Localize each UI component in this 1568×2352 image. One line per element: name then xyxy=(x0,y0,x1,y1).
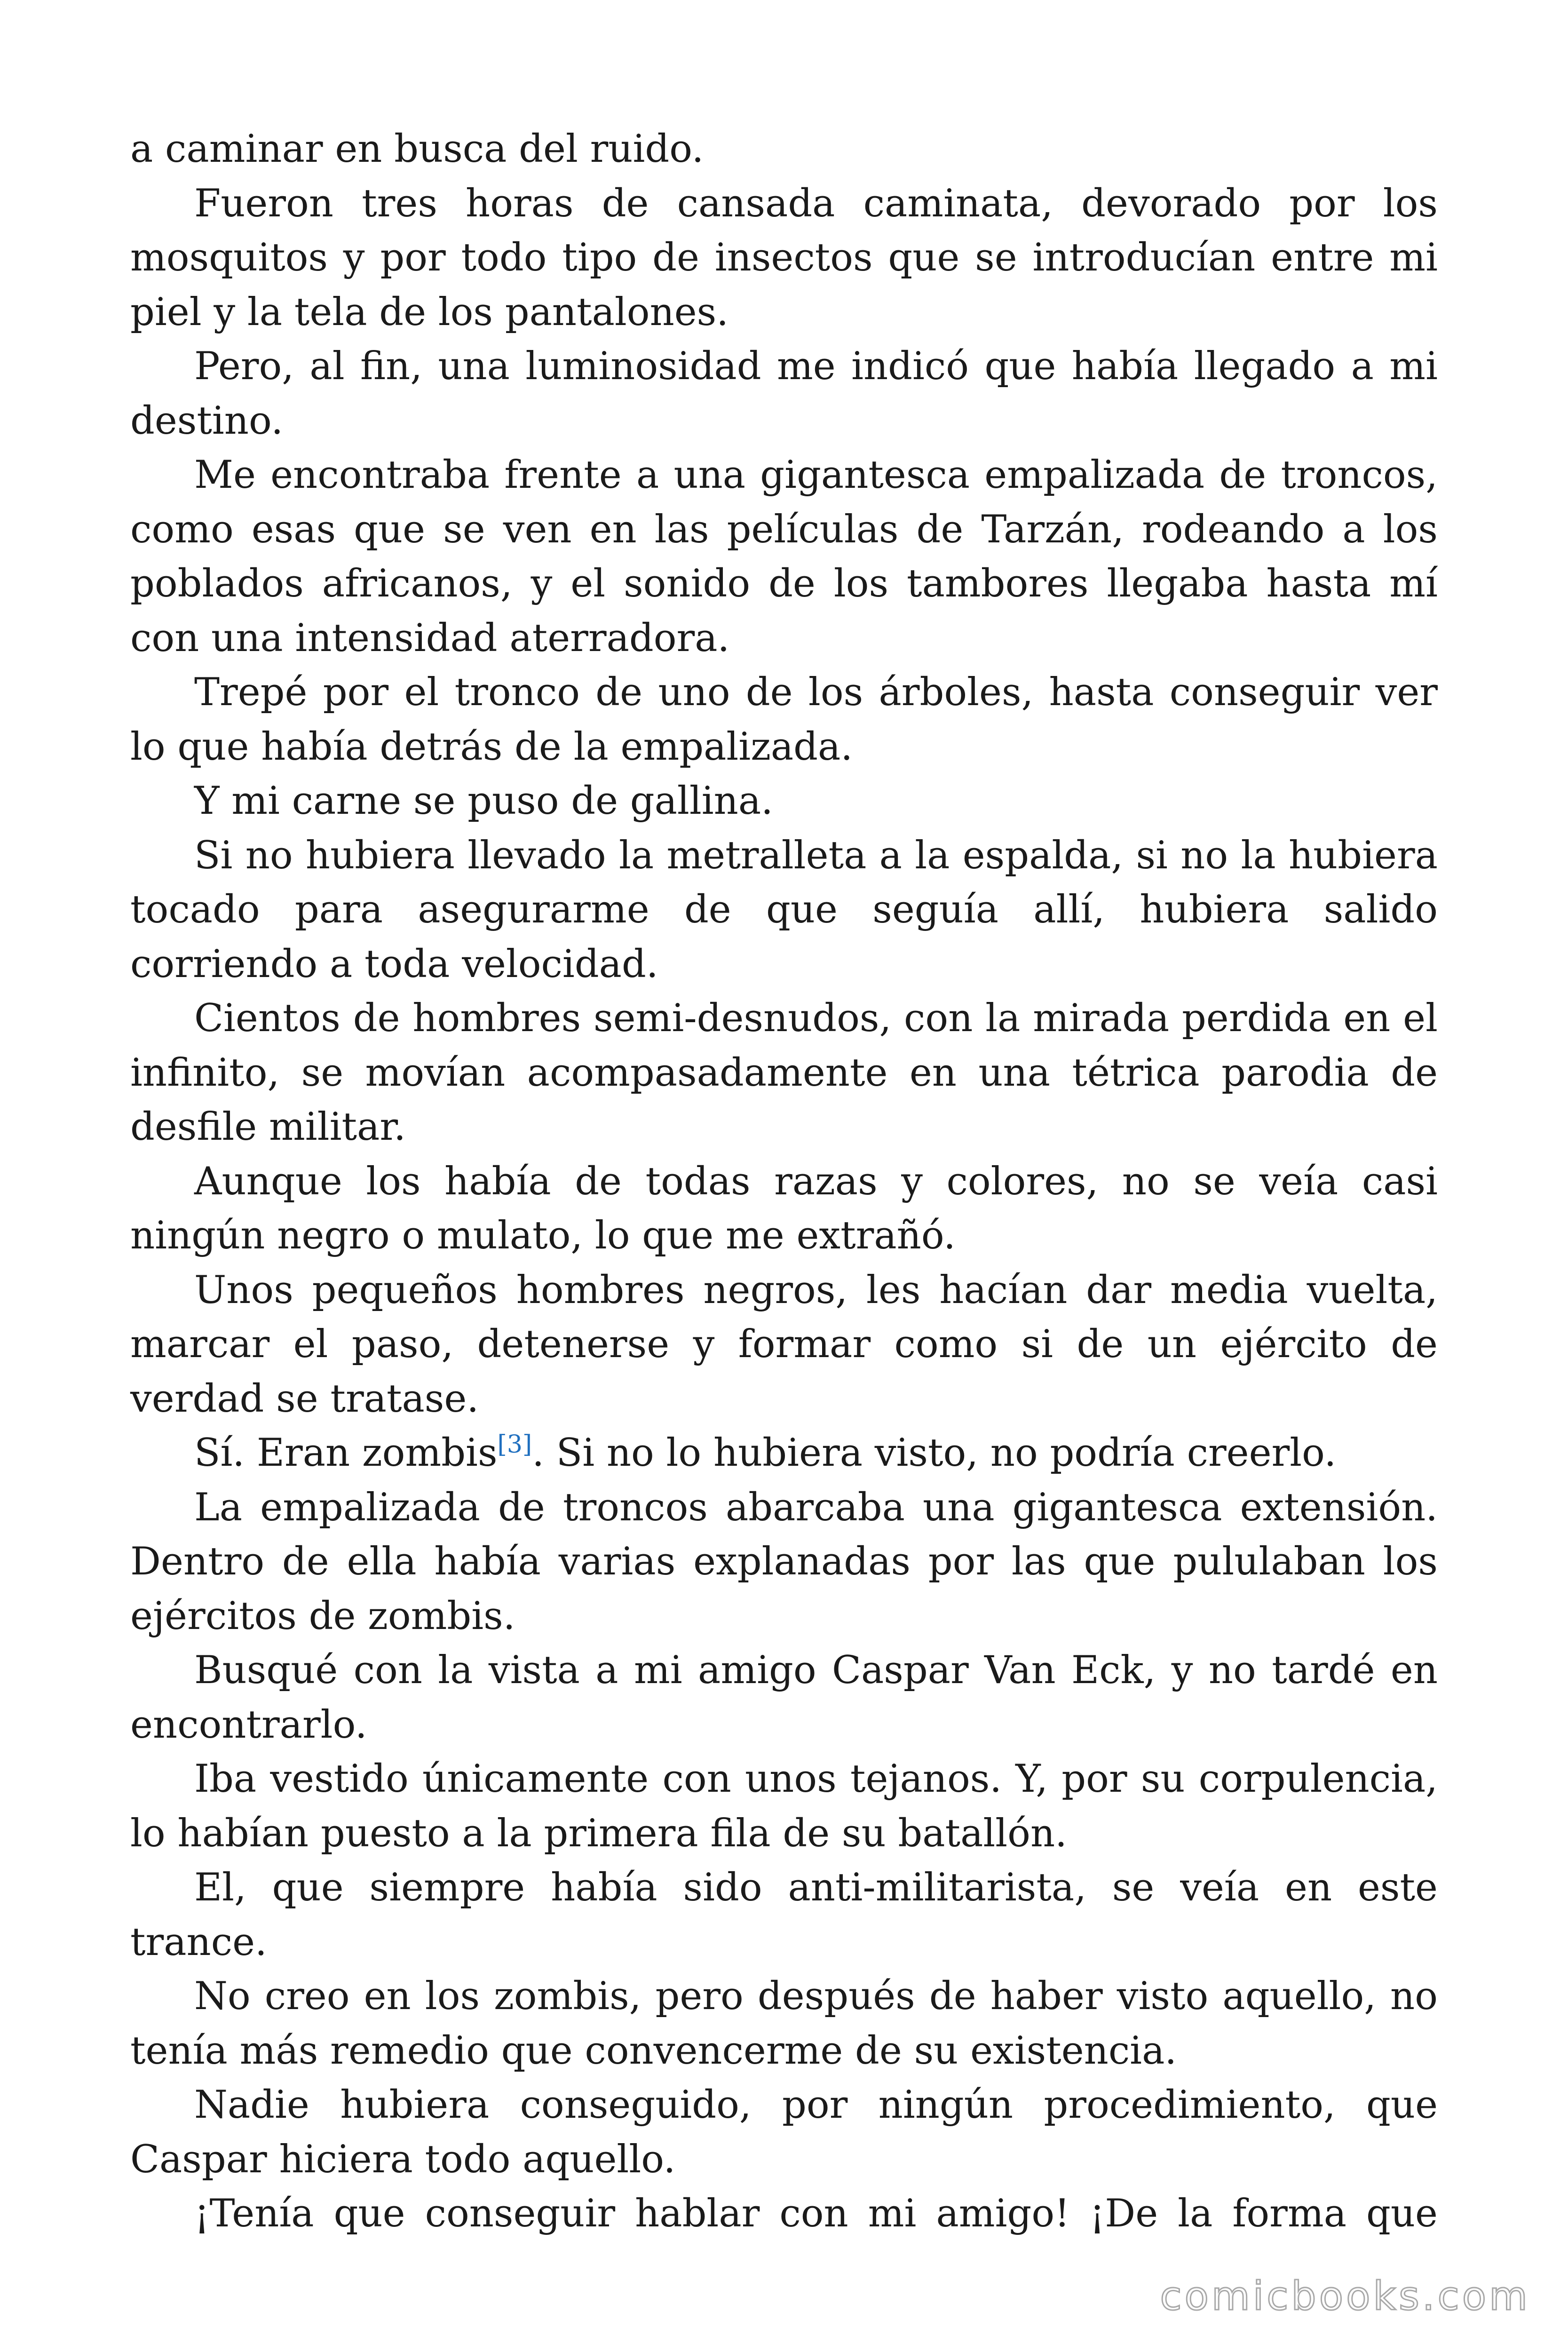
paragraph: El, que siempre había sido anti-militarista, se veía en este trance. xyxy=(130,1866,1438,1964)
paragraph: ¡Tenía que conseguir hablar con mi amigo! ¡De la forma que xyxy=(194,2192,1438,2236)
watermark: comicbooks.com xyxy=(1160,2273,1530,2319)
paragraph: Si no hubiera llevado la metralleta a la espalda, si no la hubiera tocado para asegurarme de que seguía allí, hubiera salido corriendo a toda velocidad. xyxy=(130,833,1438,986)
paragraph: Trepé por el tronco de uno de los árboles, hasta conseguir ver lo que había detrás de la empalizada. xyxy=(130,670,1438,769)
paragraph-with-footnote xyxy=(130,1426,1438,1481)
paragraph: Me encontraba frente a una gigantesca empalizada de troncos, como esas que se ven en las películas de Tarzán, rodeando a los poblados africanos, y el sonido de los tambores llegaba hasta mí con una intensidad aterradora. xyxy=(130,453,1438,660)
paragraph: Pero, al fin, una luminosidad me indicó que había llegado a mi destino. xyxy=(130,344,1438,443)
paragraph: Busqué con la vista a mi amigo Caspar Van Eck, y no tardé en encontrarlo. xyxy=(130,1648,1438,1747)
paragraph: Y mi carne se puso de gallina. xyxy=(194,779,773,823)
paragraph: a caminar en busca del ruido. xyxy=(130,127,704,171)
paragraph: Nadie hubiera conseguido, por ningún procedimiento, que Caspar hiciera todo aquello. xyxy=(130,2083,1438,2182)
paragraph-text: . Si no lo hubiera visto, no podría creerlo. xyxy=(532,1431,1337,1475)
paragraph: Cientos de hombres semi-desnudos, con la mirada perdida en el infinito, se movían acompasadamente en una tétrica parodia de desfile militar. xyxy=(130,996,1438,1149)
paragraph: La empalizada de troncos abarcaba una gigantesca extensión. Dentro de ella había varias explanadas por las que pululaban los ejércitos de zombis. xyxy=(130,1485,1438,1638)
paragraph: No creo en los zombis, pero después de haber visto aquello, no tenía más remedio que convencerme de su existencia. xyxy=(130,1974,1438,2073)
paragraph: Iba vestido únicamente con unos tejanos. Y, por su corpulencia, lo habían puesto a la primera fila de su batallón. xyxy=(130,1757,1438,1856)
body-text xyxy=(130,122,1438,2241)
footnote-reference-link[interactable]: [3] xyxy=(497,1430,532,1459)
paragraph-text: Sí. Eran zombis xyxy=(194,1431,498,1475)
paragraph: Unos pequeños hombres negros, les hacían dar media vuelta, marcar el paso, detenerse y formar como si de un ejército de verdad se tratase. xyxy=(130,1268,1438,1421)
paragraph: Fueron tres horas de cansada caminata, devorado por los mosquitos y por todo tipo de insectos que se introducían entre mi piel y la tela de los pantalones. xyxy=(130,181,1438,334)
paragraph: Aunque los había de todas razas y colores, no se veía casi ningún negro o mulato, lo que me extrañó. xyxy=(130,1159,1438,1258)
